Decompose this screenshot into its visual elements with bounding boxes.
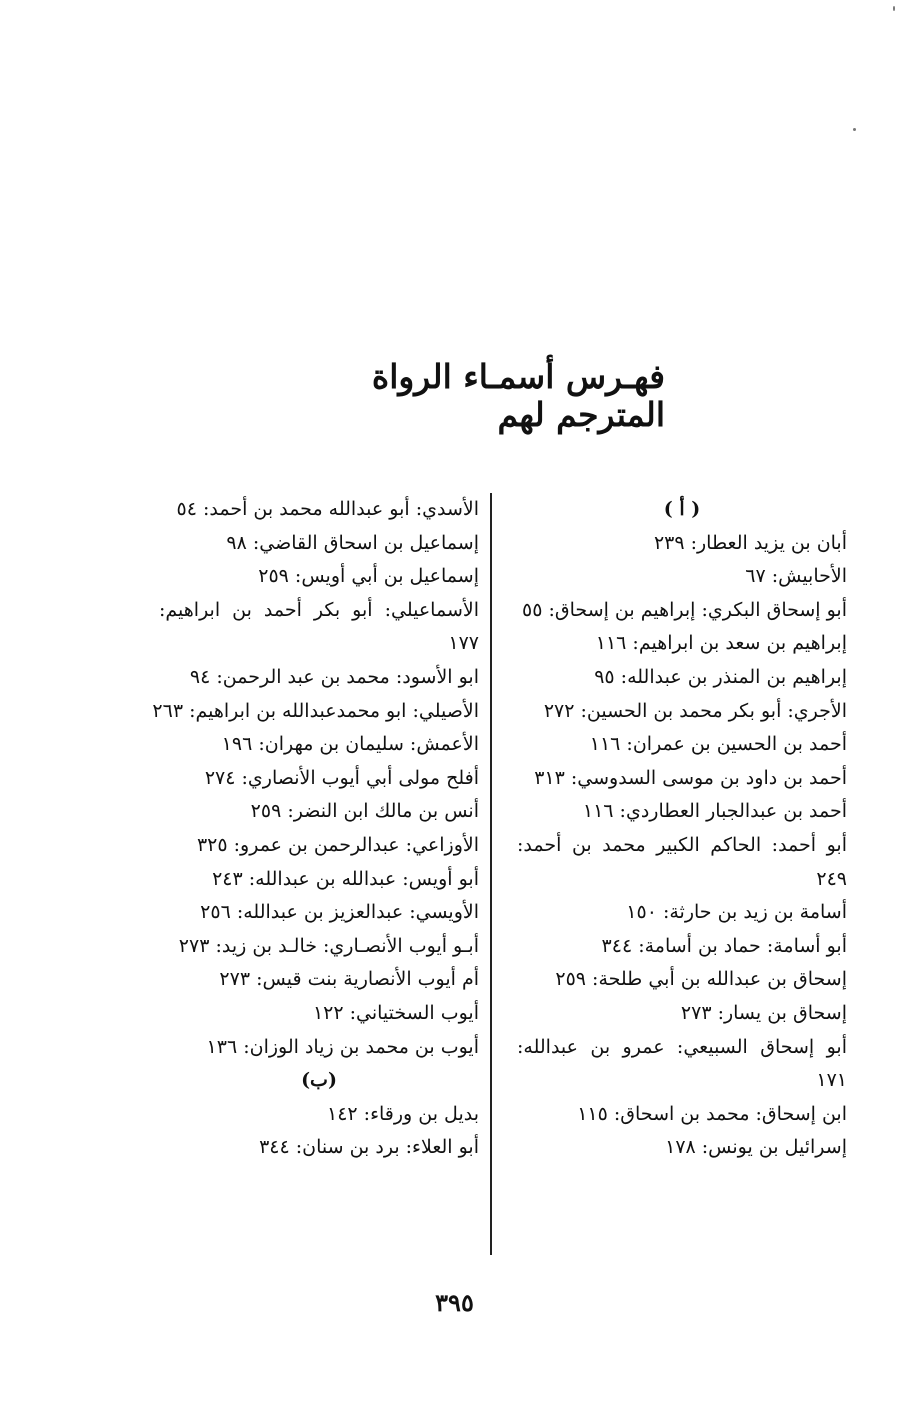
- index-entry: أبو إسحاق البكري: إبراهيم بن إسحاق: ٥٥: [522, 598, 847, 621]
- index-entry: أبو أويس: عبدالله بن عبدالله: ٢٤٣: [212, 867, 479, 890]
- column-divider: [490, 493, 492, 1255]
- index-entry: الأسدي: أبو عبدالله محمد بن أحمد: ٥٤: [176, 498, 479, 520]
- index-entry: إسحاق بن يسار: ٢٧٣: [680, 1001, 847, 1024]
- index-entry: أحمد بن عبدالجبار العطاردي: ١١٦: [582, 800, 847, 823]
- index-entry: إسرائيل بن يونس: ١٧٨: [665, 1136, 847, 1159]
- index-entry: ابن إسحاق: محمد بن اسحاق: ١١٥: [577, 1102, 847, 1125]
- index-entry: إبراهيم بن المنذر بن عبدالله: ٩٥: [594, 665, 847, 688]
- scan-speck: [853, 128, 856, 131]
- index-entry: الأحابيش: ٦٧: [745, 565, 847, 588]
- page-number: ٣٩٥: [435, 1288, 474, 1317]
- title-line-2: المترجم لهم: [497, 395, 665, 434]
- section-letter-alif: ( أ ): [663, 498, 701, 520]
- index-entry: أبو أحمد: الحاكم الكبير محمد بن أحمد: ٢٤٩: [517, 833, 847, 890]
- index-entry: أحمد بن الحسين بن عمران: ١١٦: [589, 733, 847, 756]
- index-entry: أحمد بن داود بن موسى السدوسي: ٣١٣: [534, 766, 847, 789]
- index-entry: أنس بن مالك ابن النضر: ٢٥٩: [250, 800, 479, 823]
- index-entry: بديل بن ورقاء: ١٤٢: [327, 1102, 479, 1125]
- index-entry: الأعمش: سليمان بن مهران: ١٩٦: [221, 733, 479, 756]
- left-column: [152, 493, 479, 1165]
- index-title: [0, 358, 665, 434]
- section-letter-ba: (ب): [301, 1069, 337, 1092]
- index-entry: الأوزاعي: عبدالرحمن بن عمرو: ٣٢٥: [196, 833, 479, 856]
- index-entry: إسحاق بن عبدالله بن أبي طلحة: ٢٥٩: [555, 968, 847, 991]
- index-entry: أسامة بن زيد بن حارثة: ١٥٠: [626, 901, 847, 924]
- index-entry: أم أيوب الأنصارية بنت قيس: ٢٧٣: [219, 968, 479, 991]
- index-entry: الأجري: أبو بكر محمد بن الحسين: ٢٧٢: [543, 699, 847, 722]
- index-entry: أيوب السختياني: ١٢٢: [312, 1001, 479, 1024]
- index-entry: ابو الأسود: محمد بن عبد الرحمن: ٩٤: [189, 665, 479, 688]
- index-entry: إبراهيم بن سعد بن ابراهيم: ١١٦: [595, 632, 847, 655]
- right-column: [517, 493, 847, 1165]
- index-entry: أبو إسحاق السبيعي: عمرو بن عبدالله: ١٧١: [517, 1035, 847, 1092]
- index-entry: الأويسي: عبدالعزيز بن عبدالله: ٢٥٦: [200, 901, 479, 924]
- index-entry: أبـو أيوب الأنصـاري: خالـد بن زيد: ٢٧٣: [178, 934, 479, 957]
- index-entry: أفلح مولى أبي أيوب الأنصاري: ٢٧٤: [204, 766, 479, 789]
- index-entry: أيوب بن محمد بن زياد الوزان: ١٣٦: [206, 1035, 479, 1058]
- scan-speck: [893, 6, 895, 11]
- index-entry: أبان بن يزيد العطار: ٢٣٩: [653, 531, 847, 554]
- index-entry: أبو أسامة: حماد بن أسامة: ٣٤٤: [601, 934, 847, 957]
- index-entry: إسماعيل بن أبي أويس: ٢٥٩: [258, 565, 479, 588]
- index-entry: إسماعيل بن اسحاق القاضي: ٩٨: [226, 531, 479, 554]
- title-line-1: فهـرس أسمـاء الرواة: [371, 357, 665, 396]
- index-entry: أبو العلاء: برد بن سنان: ٣٤٤: [259, 1136, 479, 1159]
- index-entry: الأسماعيلي: أبو بكر أحمد بن ابراهيم: ١٧٧: [159, 598, 479, 655]
- index-entry: الأصيلي: ابو محمدعبدالله بن ابراهيم: ٢٦٣: [152, 699, 479, 722]
